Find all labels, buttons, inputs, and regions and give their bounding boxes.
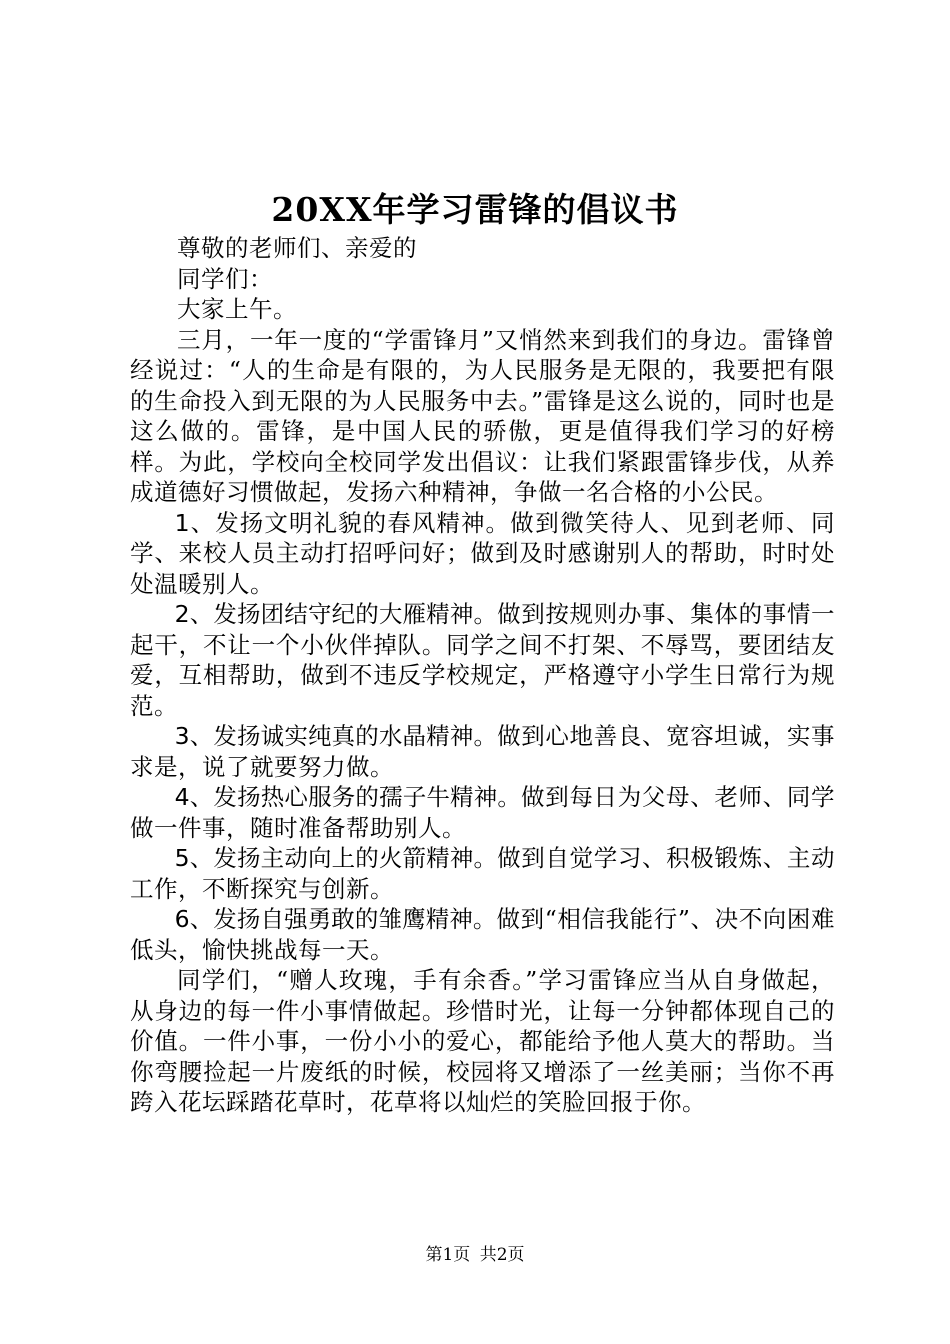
document-title: 20XX年学习雷锋的倡议书	[271, 190, 679, 229]
greeting: 大家上午。	[177, 295, 297, 323]
proposal-heading: 2、发扬团结守纪的大雁精神。	[174, 600, 498, 628]
proposal-item-6	[130, 904, 835, 965]
salutation-line-2: 同学们：	[177, 264, 273, 293]
salutation-line-1: 尊敬的老师们、亲爱的	[177, 234, 417, 262]
proposal-item-4	[130, 782, 835, 843]
page-total: 共2页	[479, 1245, 525, 1265]
document-body	[130, 233, 835, 1118]
proposal-item-2	[130, 599, 835, 721]
proposal-text: 做到自觉学习、积极锻炼、主动工作，不断探究与创新。	[130, 844, 836, 903]
proposal-heading: 4、发扬热心服务的孺子牛精神。	[174, 783, 522, 811]
proposal-item-3	[130, 721, 835, 782]
proposal-heading: 1、发扬文明礼貌的春风精神。	[174, 508, 511, 537]
proposal-item-1	[130, 508, 835, 600]
page-number: 第1页	[425, 1245, 471, 1265]
page-footer	[0, 1244, 950, 1266]
proposal-text: 做到每日为父母、老师、同学做一件事，随时准备帮助别人。	[130, 783, 836, 842]
proposal-heading: 3、发扬诚实纯真的水晶精神。	[174, 722, 498, 750]
proposal-heading: 6、发扬自强勇敢的雏鹰精神。	[174, 905, 497, 933]
proposal-text: 做到微笑待人、见到老师、同学、来校人员主动打招呼问好；做到及时感谢别人的帮助，时时处处温暖别人。	[130, 508, 836, 598]
proposal-heading: 5、发扬主动向上的火箭精神。	[174, 844, 498, 872]
intro-paragraph: 三月，一年一度的“学雷锋月”又悄然来到我们的身边。雷锋曾经说过：“人的生命是有限的，为人民服务是无限的，我要把有限的生命投入到无限的为人民服务中去。”雷锋是这么说的，同时也是这么做的。雷锋，是中国人民的骄傲，更是值得我们学习的好榜样。为此，学校向全校同学发出倡议：让我们紧跟雷锋步伐，从养成道德好习惯做起，发扬六种精神，争做一名合格的小公民。	[130, 325, 835, 506]
proposal-text: 做到“相信我能行”、决不向困难低头，愉快挑战每一天。	[130, 905, 835, 964]
proposal-text: 做到心地善良、宽容坦诚，实事求是，说了就要努力做。	[130, 722, 836, 781]
proposal-text: 做到按规则办事、集体的事情一起干，不让一个小伙伴掉队。同学之间不打架、不辱骂，要团结友爱，互相帮助，做到不违反学校规定，严格遵守小学生日常行为规范。	[130, 600, 836, 720]
proposal-item-5	[130, 843, 835, 904]
closing-paragraph: 同学们，“赠人玫瑰，手有余香。”学习雷锋应当从自身做起，从身边的每一件小事情做起。珍惜时光，让每一分钟都体现自己的价值。一件小事，一份小小的爱心，都能给予他人莫大的帮助。当你弯腰捡起一片废纸的时候，校园将又增添了一丝美丽；当你不再跨入花坛踩踏花草时，花草将以灿烂的笑脸回报于你。	[130, 966, 835, 1116]
